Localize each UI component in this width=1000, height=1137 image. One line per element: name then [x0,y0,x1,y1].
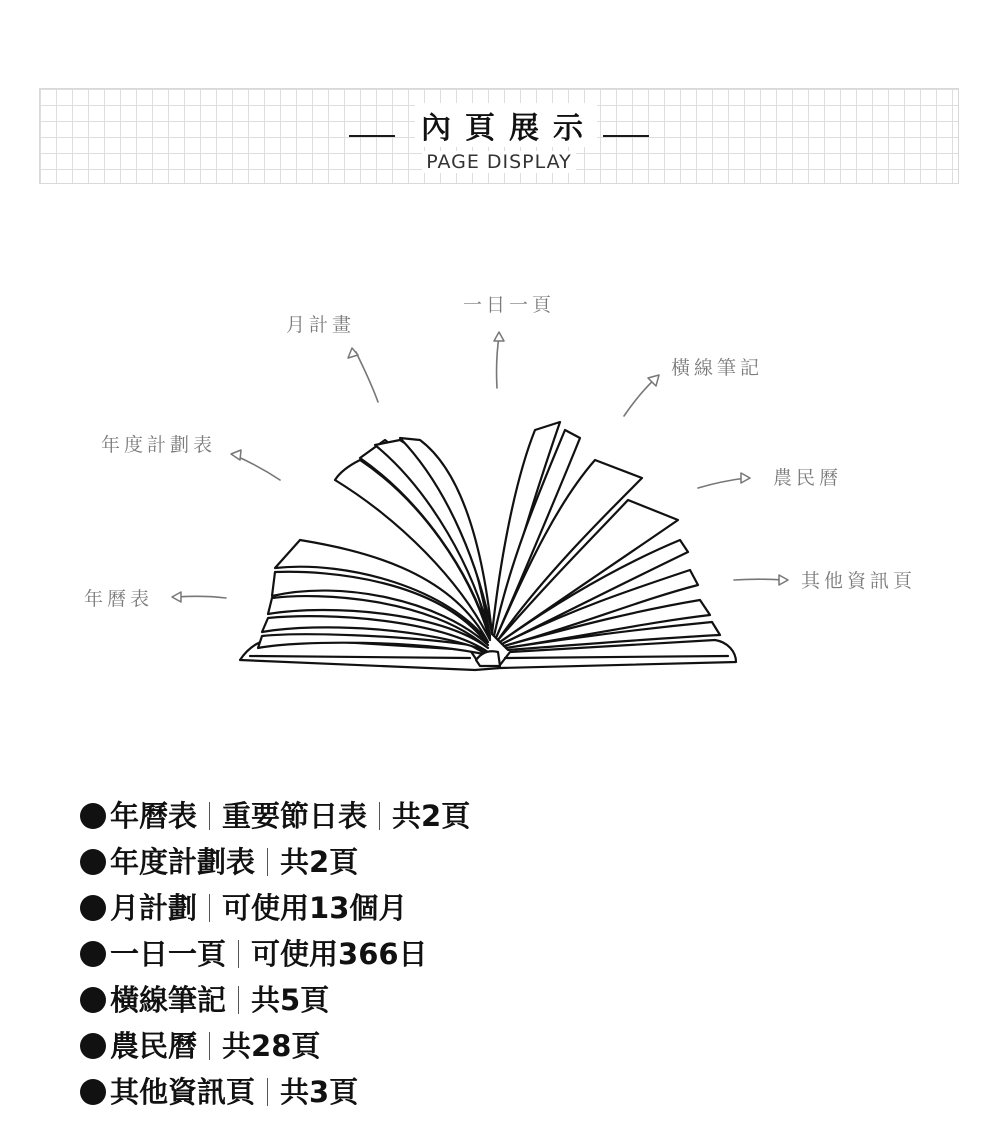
arrow-year-plan [234,455,280,480]
list-item [80,793,470,839]
list-item [80,931,470,977]
label-lined-notes: 橫線筆記 [671,357,764,379]
label-farmer-calendar: 農民曆 [773,467,843,489]
item-detail: 共2頁 [280,845,359,879]
separator [238,940,239,968]
list-item [80,1023,470,1069]
item-name: 農民曆 [110,1029,198,1063]
item-name: 年曆表 [110,799,198,833]
page-info-list [80,793,470,1115]
item-detail: 可使用366日 [251,937,428,971]
label-year-plan: 年度計劃表 [101,434,217,456]
list-item [80,977,470,1023]
bullet-icon [80,849,106,875]
list-item [80,1069,470,1115]
arrow-daily-page [497,336,499,388]
separator [238,986,239,1014]
arrow-lined-notes [624,378,656,416]
bullet-icon [80,987,106,1013]
item-name: 年度計劃表 [110,845,256,879]
separator [209,802,210,830]
item-name: 其他資訊頁 [110,1075,256,1109]
label-yearly-calendar: 年曆表 [84,588,154,610]
separator [267,1078,268,1106]
list-item [80,839,470,885]
bullet-icon [80,1079,106,1105]
bullet-icon [80,803,106,829]
list-item [80,885,470,931]
arrow-other-info [734,579,784,580]
bullet-icon [80,895,106,921]
separator [209,894,210,922]
bullet-icon [80,1033,106,1059]
open-book-drawing [240,422,736,670]
separator [267,848,268,876]
arrow-yearly-calendar [176,596,226,598]
separator [209,1032,210,1060]
label-month-plan: 月計畫 [286,314,356,336]
label-daily-page: 一日一頁 [463,294,556,316]
item-detail-2: 共2頁 [392,799,471,833]
item-detail: 共28頁 [222,1029,321,1063]
item-detail: 共5頁 [251,983,330,1017]
item-detail: 共3頁 [280,1075,359,1109]
label-other-info: 其他資訊頁 [801,570,917,592]
item-detail: 可使用13個月 [222,891,408,925]
item-detail: 重要節日表 [222,799,368,833]
item-name: 月計劃 [110,891,198,925]
page-title: 內頁展示 [415,103,597,147]
arrow-farmer-calendar [698,478,746,488]
item-name: 一日一頁 [110,937,227,971]
separator [379,802,380,830]
item-name: 橫線筆記 [110,983,227,1017]
bullet-icon [80,941,106,967]
arrow-month-plan [356,352,378,402]
page-subtitle-text: PAGE DISPLAY [422,151,576,173]
